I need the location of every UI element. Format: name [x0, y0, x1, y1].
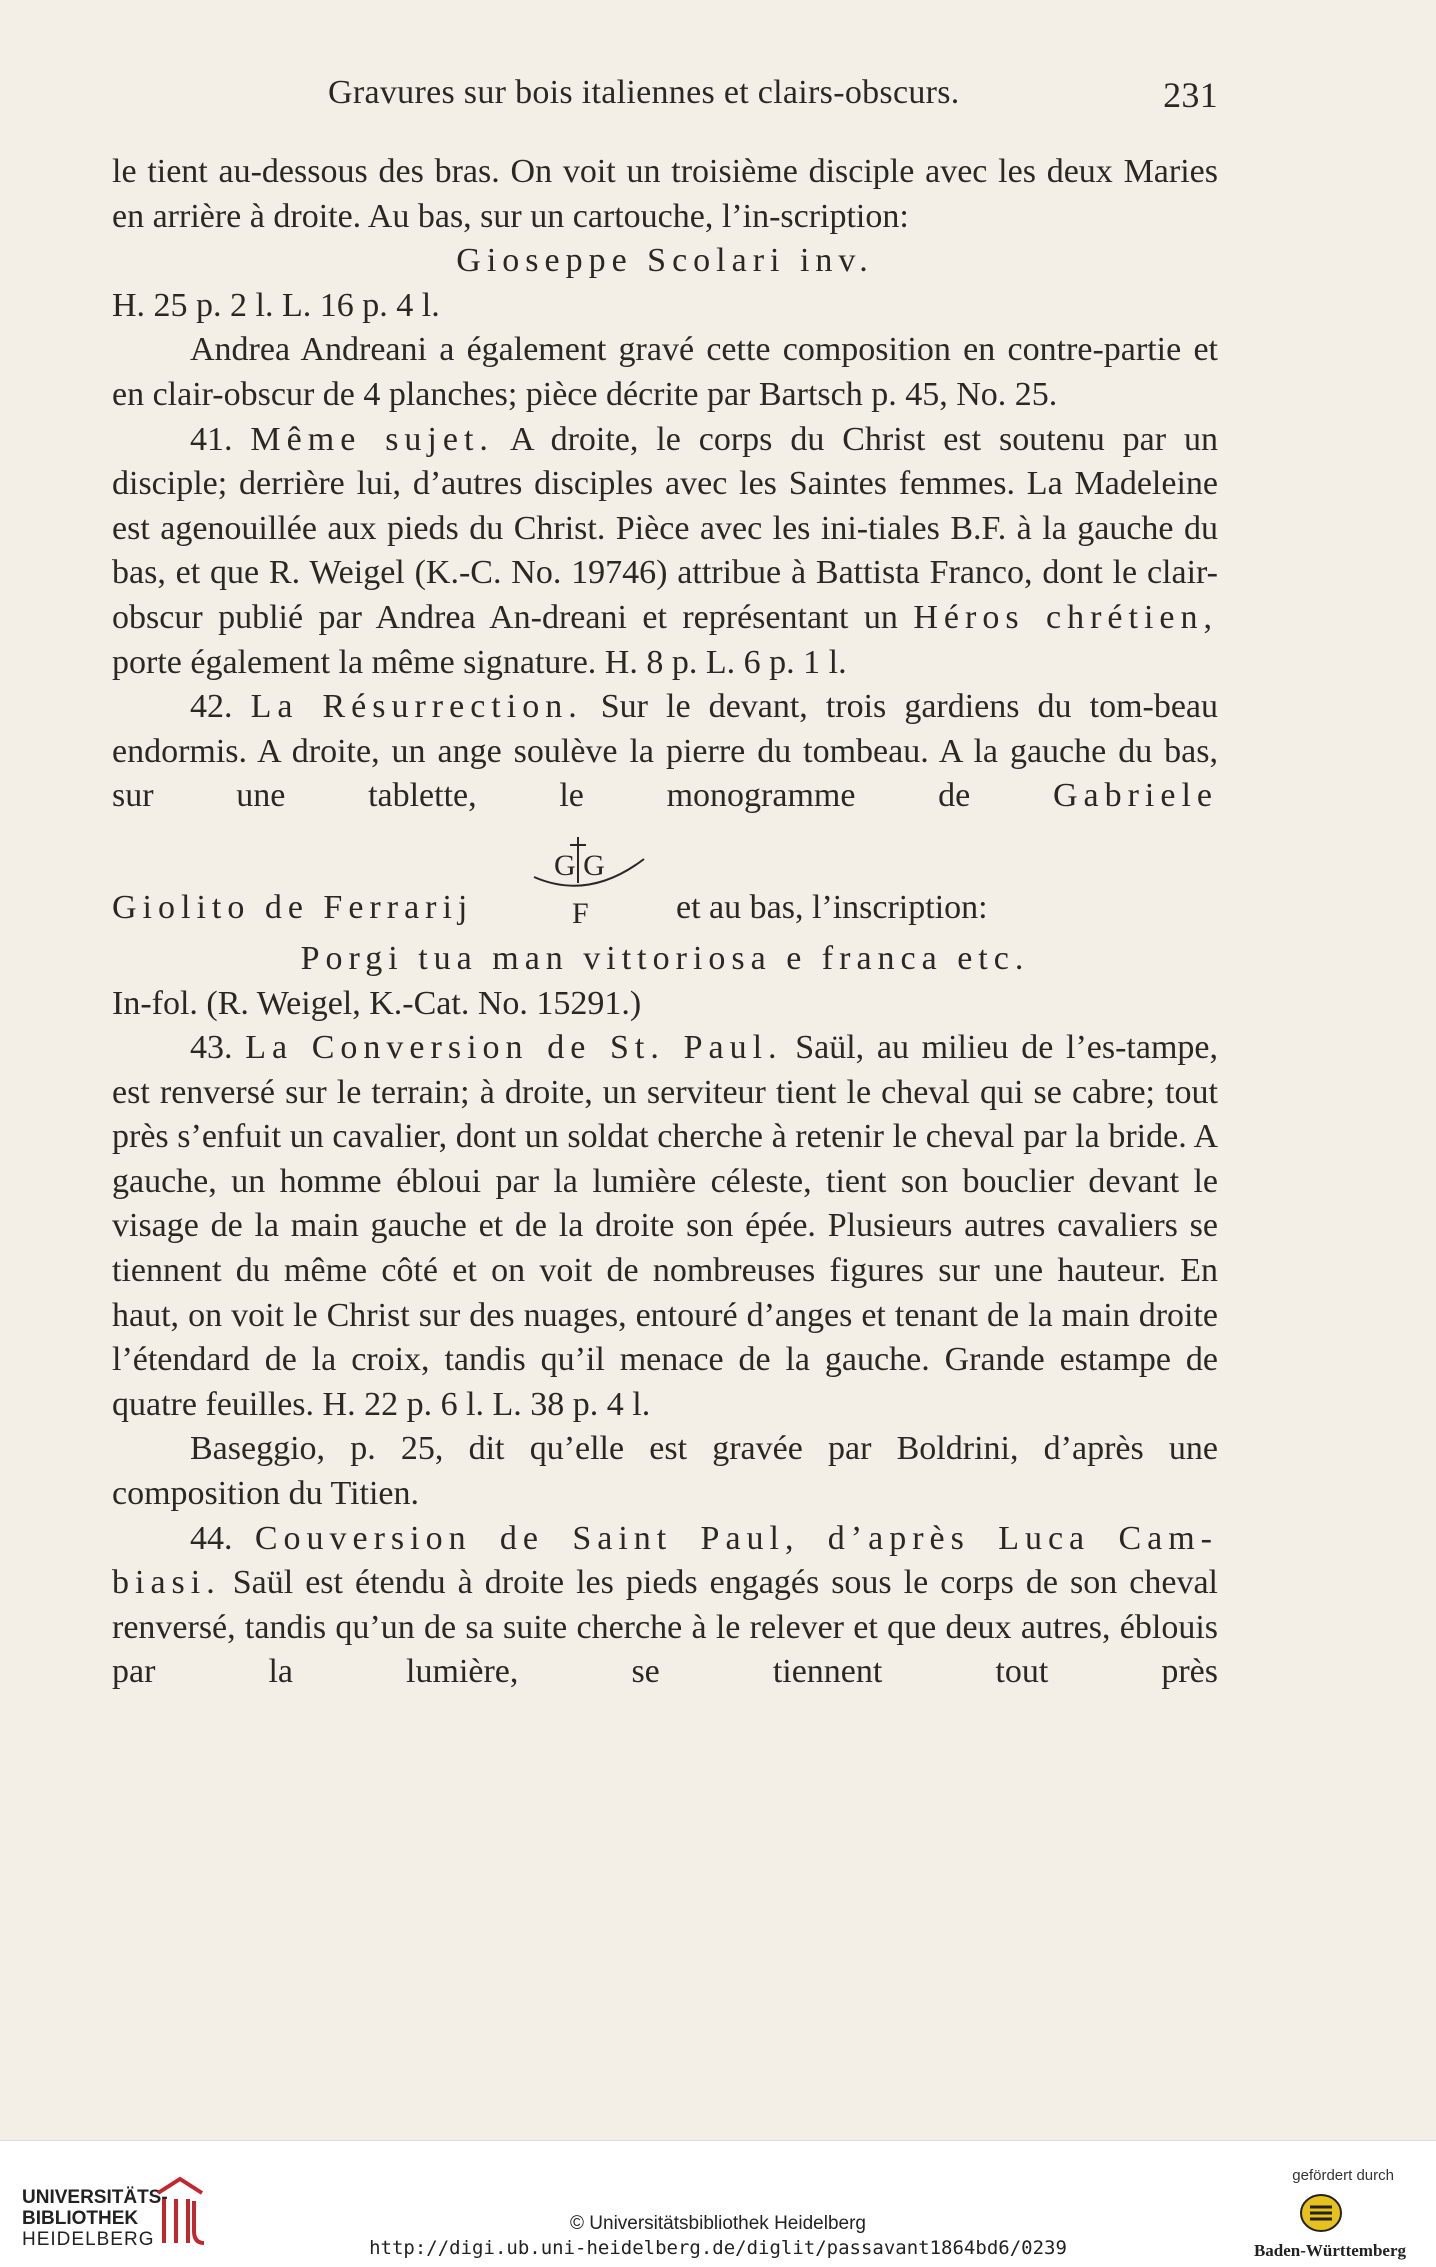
entry-44: [112, 1517, 1218, 1695]
entry-41-number: 41.: [190, 420, 233, 458]
monogram-letters-top: G G: [554, 848, 605, 882]
entry-42-text: Sur le devant, trois gardiens du tom-beau endormis. A droite, un ange soulève la pierre du tombeau. A la gauche du bas, sur une tablette, le monogramme de: [112, 688, 1219, 815]
monogram-figure: [514, 819, 664, 937]
dimensions-1: H. 25 p. 2 l. L. 16 p. 4 l.: [112, 286, 440, 324]
entry-42-emphasis: Gabriele: [1052, 777, 1218, 815]
entry-42: [112, 685, 1218, 819]
entry-44-number: 44.: [190, 1519, 233, 1557]
paragraph-continued: le tient au-dessous des bras. On voit un troisième disciple avec les deux Maries en arrière à droite. Au bas, sur un cartouche, l’in-scription:: [112, 153, 1218, 235]
entry-41-emphasis: Héros chrétien,: [913, 598, 1219, 636]
inscription-intro: et au bas, l’inscription:: [676, 889, 988, 927]
monogram-letter-bottom: F: [572, 896, 589, 930]
entry-42-number: 42.: [190, 688, 233, 726]
coat-of-arms-icon: [1296, 2191, 1346, 2235]
paragraph-baseggio: Baseggio, p. 25, dit qu’elle est gravée par Boldrini, d’après une composition du Titien.: [112, 1430, 1218, 1513]
funder-name: Baden-Württemberg: [1253, 2241, 1406, 2260]
page-body: [112, 150, 1218, 1695]
inscription-scolari: Gioseppe Scolari inv.: [456, 242, 874, 280]
dimensions-2: In-fol. (R. Weigel, K.-Cat. No. 15291.): [112, 984, 642, 1022]
entry-43: [112, 1026, 1218, 1427]
library-name-line2: BIBLIOTHEK: [22, 2208, 139, 2229]
entry-42-title: La Résurrection.: [250, 688, 583, 726]
paragraph-andreani: Andrea Andreani a également gravé cette composition en contre-partie et en clair-obscur de 4 planches; pièce décrite par Bartsch p. 45, No. 25.: [112, 331, 1218, 413]
permalink-url[interactable]: http://digi.ub.uni-heidelberg.de/diglit/passavant1864bd6/0239: [369, 2237, 1067, 2259]
entry-43-number: 43.: [190, 1029, 233, 1067]
library-name-line1: UNIVERSITÄTS-: [22, 2187, 168, 2208]
entry-43-text: Saül, au milieu de l’es-tampe, est renversé sur le terrain; à droite, un serviteur tient le cheval qui se cabre; tout près s’enfuit un cavalier, dont un soldat cherche à retenir le cheval par la bride. A gauche, un homme ébloui par la lumière céleste, tient son bouclier devant le visage de la main gauche et de la droite son épée. Plusieurs autres cavaliers se tiennent du même côté et on voit de nombreuses figures sur une hauteur. En haut, on voit le Christ sur des nuages, entouré d’anges et tenant de la main droite l’étendard de la croix, tandis qu’il menace de la gauche. Grande estampe de quatre feuilles. H. 22 p. 6 l. L. 38 p. 4 l.: [112, 1029, 1218, 1423]
entry-41-text-a: A droite, le corps du Christ est soutenu par un disciple; derrière lui, d’autres disciples avec les Saintes femmes. La Madeleine est agenouillée aux pieds du Christ. Pièce avec les ini-tiales B.F. à la gauche du bas, et que R. Weigel (K.-C. No. 19746) attribue à Battista Franco, dont le clair-obscur publié par Andrea An-dreani et représentant un: [112, 420, 1218, 636]
entry-44-title: Couversion de Saint Paul, d’après Luca Cam-biasi.: [112, 1519, 1218, 1602]
page-number: 231: [1163, 75, 1218, 115]
digitization-footer: [0, 2140, 1436, 2267]
entry-43-title: La Conversion de St. Paul.: [245, 1029, 783, 1067]
entry-41: [112, 418, 1218, 686]
entry-41-title: Même sujet.: [250, 420, 494, 458]
inscription-porgi: Porgi tua man vittoriosa e franca etc.: [300, 939, 1030, 977]
funded-by-label: gefördert durch: [1292, 2167, 1394, 2184]
entry-41-text-b: porte également la même signature. H. 8 p. L. 6 p. 1 l.: [112, 643, 847, 681]
copyright-line: © Universitätsbibliothek Heidelberg: [570, 2213, 866, 2234]
monogram-line: [112, 819, 1218, 937]
running-header: [112, 74, 1218, 124]
giolito-name: Giolito de Ferrarij: [112, 889, 474, 927]
running-title: Gravures sur bois italiennes et clairs-obscurs.: [328, 74, 960, 111]
library-name-line3: HEIDELBERG: [22, 2229, 155, 2250]
entry-44-text: Saül est étendu à droite les pieds engagés sous le corps de son cheval renversé, tandis qu’un de sa suite cherche à le relever et que deux autres, éblouis par la lumière, se tiennent tout près: [112, 1564, 1218, 1691]
